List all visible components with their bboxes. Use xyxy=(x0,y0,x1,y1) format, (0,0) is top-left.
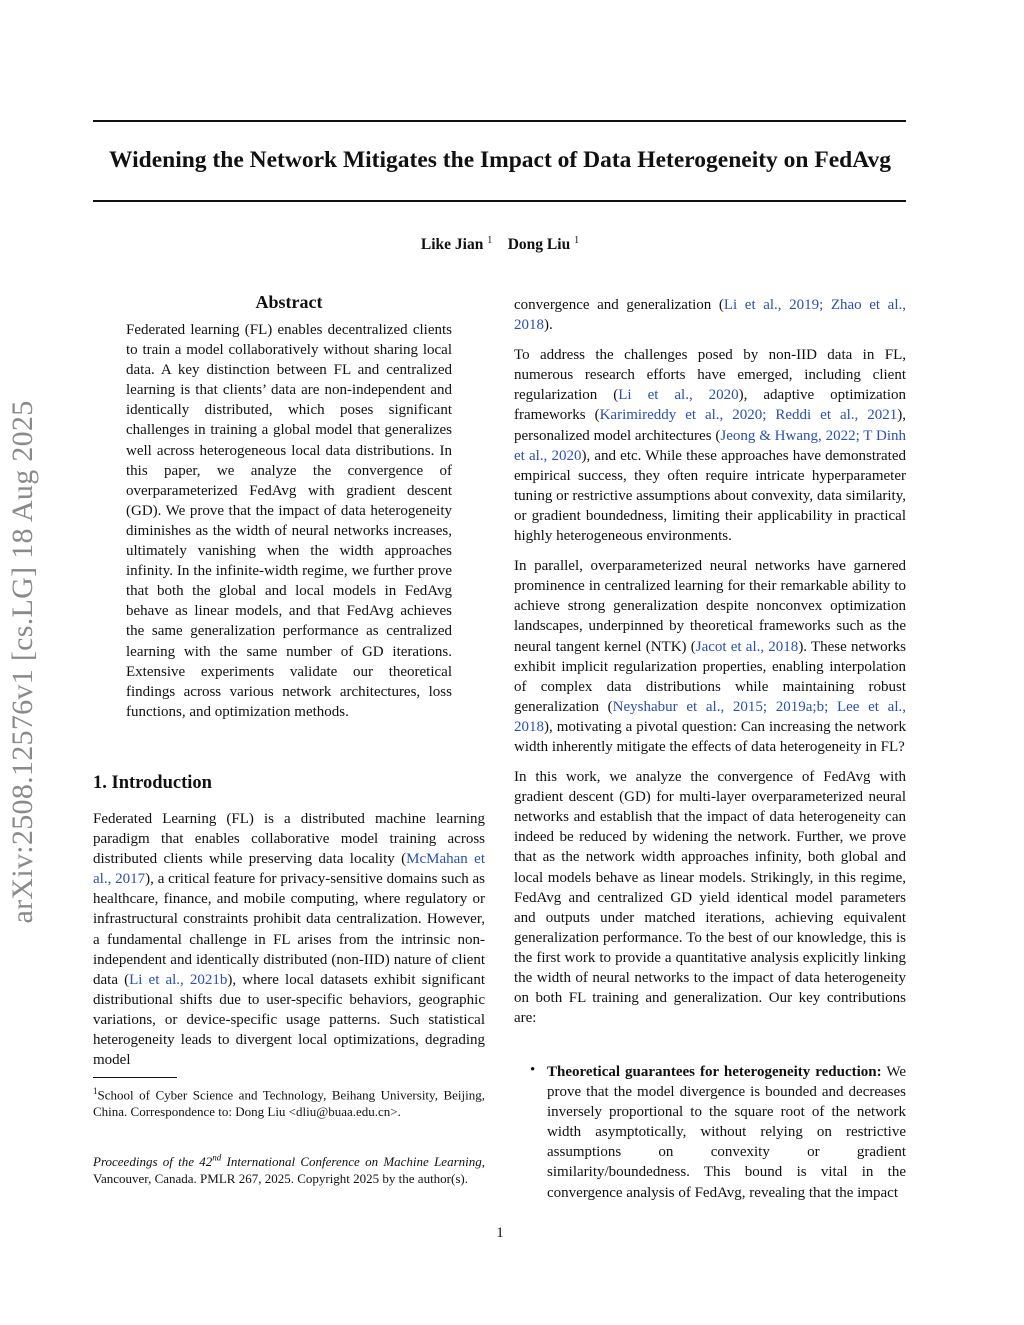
citation-link[interactable]: Neyshabur et al., 2015; 2019a;b; Lee et al., 2018 xyxy=(514,698,906,735)
paragraph-text: ), personalized model architectures ( xyxy=(514,407,906,444)
proceedings-text: , Vancouver, Canada. PMLR 267, 2025. Copyright 2025 by the author(s). xyxy=(93,1154,485,1187)
author-name: Like Jian xyxy=(420,236,484,254)
top-rule xyxy=(93,120,906,122)
affiliation-footnote xyxy=(93,1083,485,1120)
citation-link[interactable]: McMahan et al., 2017 xyxy=(93,851,485,888)
intro-left-column xyxy=(93,809,485,1070)
author-affiliation-mark: 1 xyxy=(487,235,493,246)
contribution-bullet xyxy=(547,1062,906,1203)
paragraph-text: ), a critical feature for privacy-sensitive domains such as healthcare, finance, and mobile computing, where regulatory or infrastructural constraints prohibit data centralization. However, a fundamental challenge in FL arises from the intrinsic non-independent and identically distributed (non-IID) nature of client data ( xyxy=(93,871,486,988)
author-name: Dong Liu xyxy=(507,236,571,254)
citation-link[interactable]: Jeong & Hwang, 2022; T Dinh et al., 2020 xyxy=(514,427,906,464)
paragraph-text: In parallel, overparameterized neural networks have garnered prominence in centralized learning for their remarkable ability to achieve strong generalization despite nonconvex optimization landscapes, underpinned by theoretical frameworks such as the neural tangent kernel (NTK) ( xyxy=(514,558,906,655)
author-affiliation-mark: 1 xyxy=(574,235,580,246)
paragraph-text: ), motivating a pivotal question: Can increasing the network width inherently mitigate the effects of data heterogeneity in FL? xyxy=(514,718,906,755)
paragraph: In this work, we analyze the convergence of FedAvg with gradient descent (GD) for multi-layer overparameterized neural networks and establish that the impact of data heterogeneity can indeed be reduced by widening the network. Further, we prove that as the network width approaches infinity, both global and local models behave as linear models. Strikingly, in this regime, FedAvg and centralized GD yield identical model parameters and outputs under matched iterations, achieving equivalent generalization performance. To the best of our knowledge, this is the first work to provide a quantitative analysis explicitly linking the width of neural networks to the impact of data heterogeneity on both FL training and generalization. Our key contributions are: xyxy=(514,769,906,1027)
paragraph-text: ). xyxy=(544,317,553,334)
citation-link[interactable]: Karimireddy et al., 2020; Reddi et al., 2021 xyxy=(599,407,898,424)
paragraph xyxy=(514,345,906,546)
section-heading-introduction: 1. Introduction xyxy=(93,773,212,793)
footnote-rule xyxy=(93,1077,177,1078)
paragraph-text: Federated Learning (FL) is a distributed machine learning paradigm that enables collaborative model training across distributed clients while preserving data locality ( xyxy=(93,811,485,868)
abstract-body: Federated learning (FL) enables decentralized clients to train a model collaboratively without sharing local data. A key distinction between FL and centralized learning is that clients’ data are non-independent and identically distributed, which poses significant challenges in training a global model that generalizes well across heterogeneous local data distributions. In this paper, we analyze the convergence of overparameterized FedAvg with gradient descent (GD). We prove that the impact of data heterogeneity diminishes as the width of neural networks increases, ultimately vanishing when the width approaches infinity. In the infinite-width regime, we further prove that both the global and local models in FedAvg behave as linear models, and that FedAvg achieves the same generalization performance as centralized learning with the same number of GD iterations. Extensive experiments validate our theoretical findings across various network architectures, loss functions, and optimization methods. xyxy=(126,322,452,720)
title-bottom-rule xyxy=(93,200,906,202)
paragraph-text: convergence and generalization ( xyxy=(514,297,724,313)
paragraph xyxy=(514,295,906,335)
paragraph xyxy=(514,556,906,757)
citation-link[interactable]: Jacot et al., 2018 xyxy=(695,638,799,655)
paragraph-text: ), adaptive optimization frameworks ( xyxy=(514,387,906,424)
proceedings-text: Proceedings of the xyxy=(93,1154,200,1170)
arxiv-identifier: arXiv:2508.12576v1 [cs.LG] 18 Aug 2025 xyxy=(6,400,39,924)
bullet-marker: • xyxy=(530,1062,536,1078)
proceedings-text: International Conference on Machine Learning xyxy=(221,1154,482,1170)
footnote-text: School of Cyber Science and Technology, Beihang University, Beijing, China. Correspondence to: Dong Liu <dliu@buaa.edu.cn>. xyxy=(93,1087,485,1120)
citation-link[interactable]: Li et al., 2020 xyxy=(618,387,739,404)
citation-link[interactable]: Li et al., 2019; Zhao et al., 2018 xyxy=(514,297,906,334)
page-number: 1 xyxy=(496,1225,504,1241)
citation-link[interactable]: Li et al., 2021b xyxy=(129,971,228,988)
footnote-mark: 1 xyxy=(93,1086,98,1096)
paragraph-text: ). These networks exhibit implicit regularization properties, enabling interpolation of complex data distributions while maintaining robust generalization ( xyxy=(514,638,906,715)
ordinal-suffix: nd xyxy=(212,1153,222,1163)
conference-number: 42 xyxy=(199,1154,213,1170)
paragraph-text: ), and etc. While these approaches have demonstrated empirical success, they often require intricate hyperparameter tuning or restrictive assumptions about convexity, data similarity, or gradient boundedness, limiting their applicability in practical highly heterogeneous environments. xyxy=(514,447,906,545)
paper-title: Widening the Network Mitigates the Impact of Data Heterogeneity on FedAvg xyxy=(109,147,891,173)
bullet-text: We prove that the model divergence is bounded and decreases inversely proportional to the square root of the network width asymptotically, without relying on restrictive assumptions on convexity or gradient similarity/boundedness. This bound is vital in the convergence analysis of FedAvg, revealing that the impact xyxy=(547,1064,907,1201)
paragraph-text: ), where local datasets exhibit significant distributional shifts due to user-specific behaviors, geographic variations, or device-specific usage patterns. Such statistical heterogeneity leads to divergent local optimizations, degrading model xyxy=(93,971,485,1069)
bullet-title: Theoretical guarantees for heterogeneity reduction: xyxy=(547,1064,882,1080)
abstract-heading: Abstract xyxy=(255,292,323,312)
paragraph-text: To address the challenges posed by non-IID data in FL, numerous research efforts have emerged, including client regularization ( xyxy=(514,347,906,404)
intro-paragraph xyxy=(93,809,485,1070)
proceedings-note xyxy=(93,1150,485,1187)
author-list xyxy=(0,235,1000,254)
right-column xyxy=(514,295,906,1038)
